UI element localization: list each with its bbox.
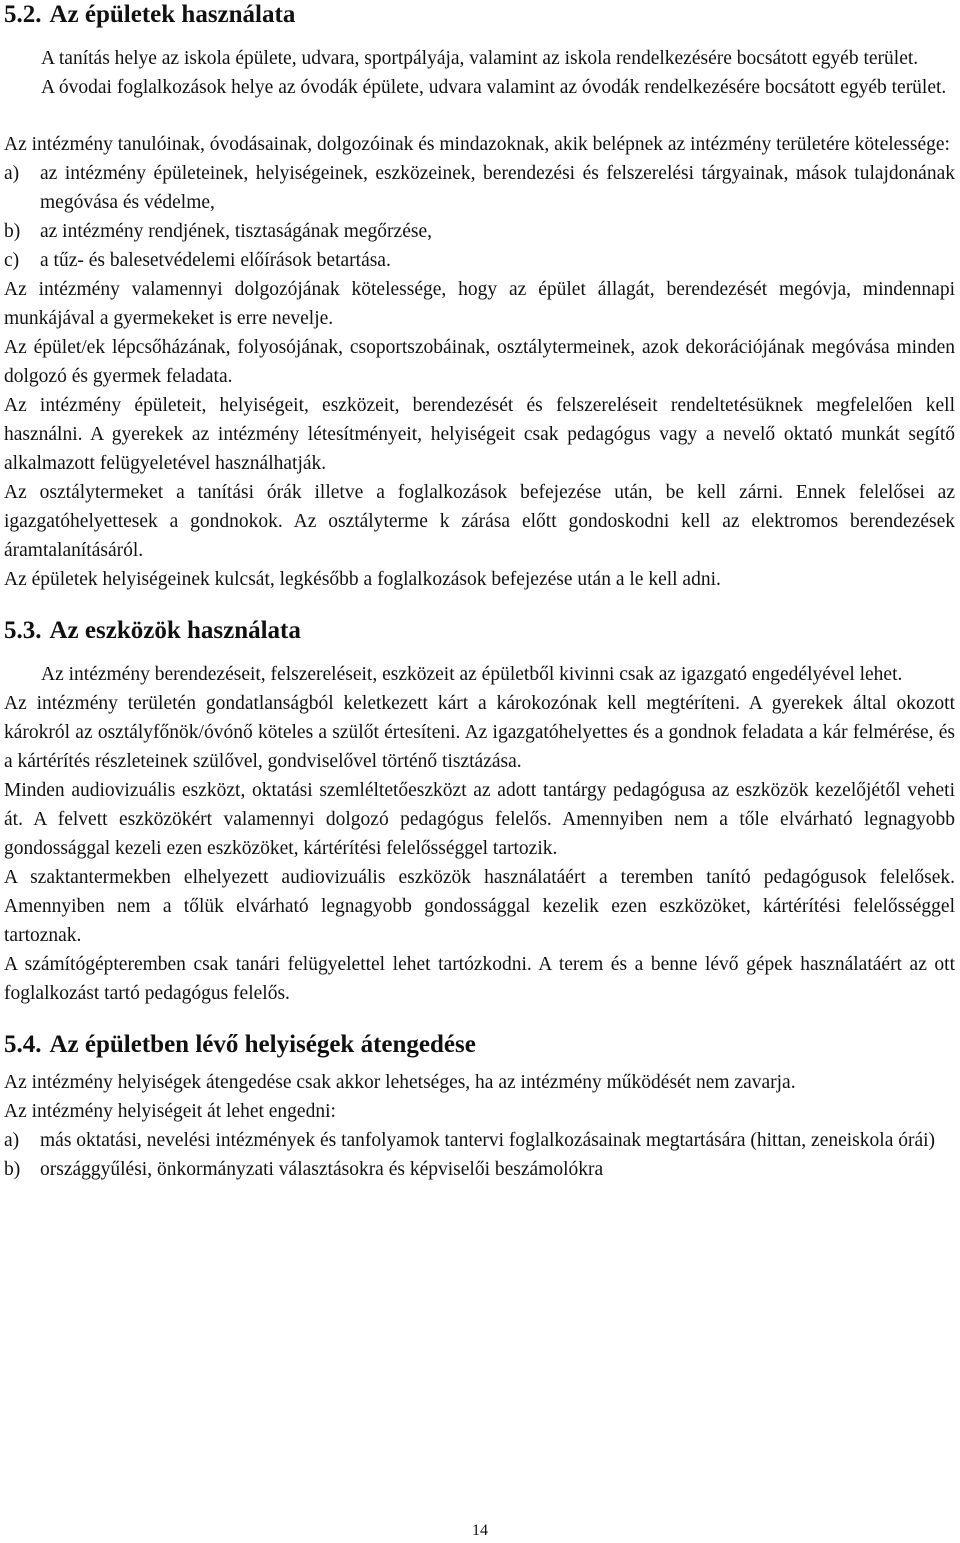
paragraph: Az intézmény helyiségek átengedése csak akkor lehetséges, ha az intézmény működését nem zavarja. [4,1072,796,1093]
paragraph: Az osztálytermeket a tanítási órák illetve a foglalkozások befejezése után, be kell zárni. Ennek felelősei az igazgatóhelyettesek a gondnokok. Az osztályterme k zárása előtt gondoskodni kell az elektromos berendezések áramtalanításáról. [4,482,955,561]
section-number: 5.4. [4,1031,42,1058]
section-number: 5.2. [4,1,42,28]
list-item [4,246,955,275]
section-title: Az eszközök használata [49,617,301,644]
paragraph: A szaktantermekben elhelyezett audiovizuális eszközök használatáért a teremben tanító pedagógusok felelősek. Amennyiben nem a tőlük elvárható legnagyobb gondossággal kezelik ezen eszközöket, kártérítési felelősséggel tartoznak. [4,867,955,946]
list-text: más oktatási, nevelési intézmények és tanfolyamok tantervi foglalkozásainak megtartására (hittan, zeneiskola órái) [40,1130,936,1151]
section-heading-5-2 [4,0,955,30]
paragraph: Az intézmény valamennyi dolgozójának kötelessége, hogy az épület állagát, berendezését megóvja, mindennapi munkájával a gyermekeket is erre nevelje. [4,279,955,329]
list-text: az intézmény épületeinek, helyiségeinek, eszközeinek, berendezési és felszerelési tárgyainak, mások tulajdonának megóvása és védelme, [40,163,955,213]
list-marker: a) [4,163,20,184]
paragraph: Az épület/ek lépcsőházának, folyosójának, csoportszobáinak, osztálytermeinek, azok dekorációjának megóvása minden dolgozó és gyermek feladata. [4,337,955,387]
list-text: a tűz- és balesetvédelemi előírások betartása. [40,250,391,271]
list-item [4,1126,955,1155]
paragraph: Az intézmény épületeit, helyiségeit, eszközeit, berendezését és felszereléseit rendeltetésüknek megfelelően kell használni. A gyerekek az intézmény létesítményeit, helyiségeit csak pedagógus vagy a nevelő oktató munkát segítő alkalmazott felügyeletével használhatják. [4,395,955,474]
section-title: Az épületben lévő helyiségek átengedése [49,1031,476,1058]
paragraph: Minden audiovizuális eszközt, oktatási szemléltetőeszközt az adott tantárgy pedagógusa az eszközök kezelőjétől veheti át. A felvett eszközökért valamennyi dolgozó pedagógus felelős. Amennyiben nem a tőle elvárható legnagyobb gondossággal kezeli ezen eszközöket, kártérítési felelősséggel tartozik. [4,780,955,859]
paragraph: Az intézmény tanulóinak, óvodásainak, dolgozóinak és mindazoknak, akik belépnek az intézmény területére kötelessége: [4,134,950,155]
section-title: Az épületek használata [49,1,296,28]
paragraph: Az épületek helyiségeinek kulcsát, legkésőbb a foglalkozások befejezése után a le kell adni. [4,569,721,590]
paragraph: A óvodai foglalkozások helye az óvodák épülete, udvara valamint az óvodák rendelkezésére bocsátott egyéb terület. [41,77,947,98]
list-item [4,1155,955,1184]
list-item [4,159,955,217]
list-item [4,217,955,246]
paragraph: A számítógépteremben csak tanári felügyelettel lehet tartózkodni. A terem és a benne lévő gépek használatáért az ott foglalkozást tartó pedagógus felelős. [4,954,955,1004]
paragraph: Az intézmény berendezéseit, felszereléseit, eszközeit az épületből kivinni csak az igazgató engedélyével lehet. [41,664,903,685]
document-page [4,0,955,1184]
list-marker: b) [4,221,21,242]
page-number: 14 [472,1522,488,1539]
section-heading-5-3 [4,616,955,646]
list-text: az intézmény rendjének, tisztaságának megőrzése, [40,221,432,242]
list-text: országgyűlési, önkormányzati választásokra és képviselői beszámolókra [40,1159,604,1180]
list-marker: a) [4,1130,20,1151]
section-number: 5.3. [4,617,42,644]
list-marker: c) [4,250,20,271]
list-marker: b) [4,1159,21,1180]
section-heading-5-4 [4,1030,955,1060]
paragraph: Az intézmény területén gondatlanságból keletkezett kárt a károkozónak kell megtéríteni. A gyerekek által okozott károkról az osztályfőnök/óvónő köteles a szülőt értesíteni. Az igazgatóhelyettes és a gondnok feladata a kár felmérése, és a kártérítés részleteinek szülővel, gondviselővel történő tisztázása. [4,693,955,772]
paragraph: Az intézmény helyiségeit át lehet engedni: [4,1101,336,1122]
paragraph: A tanítás helye az iskola épülete, udvara, sportpályája, valamint az iskola rendelkezésére bocsátott egyéb terület. [41,48,919,69]
